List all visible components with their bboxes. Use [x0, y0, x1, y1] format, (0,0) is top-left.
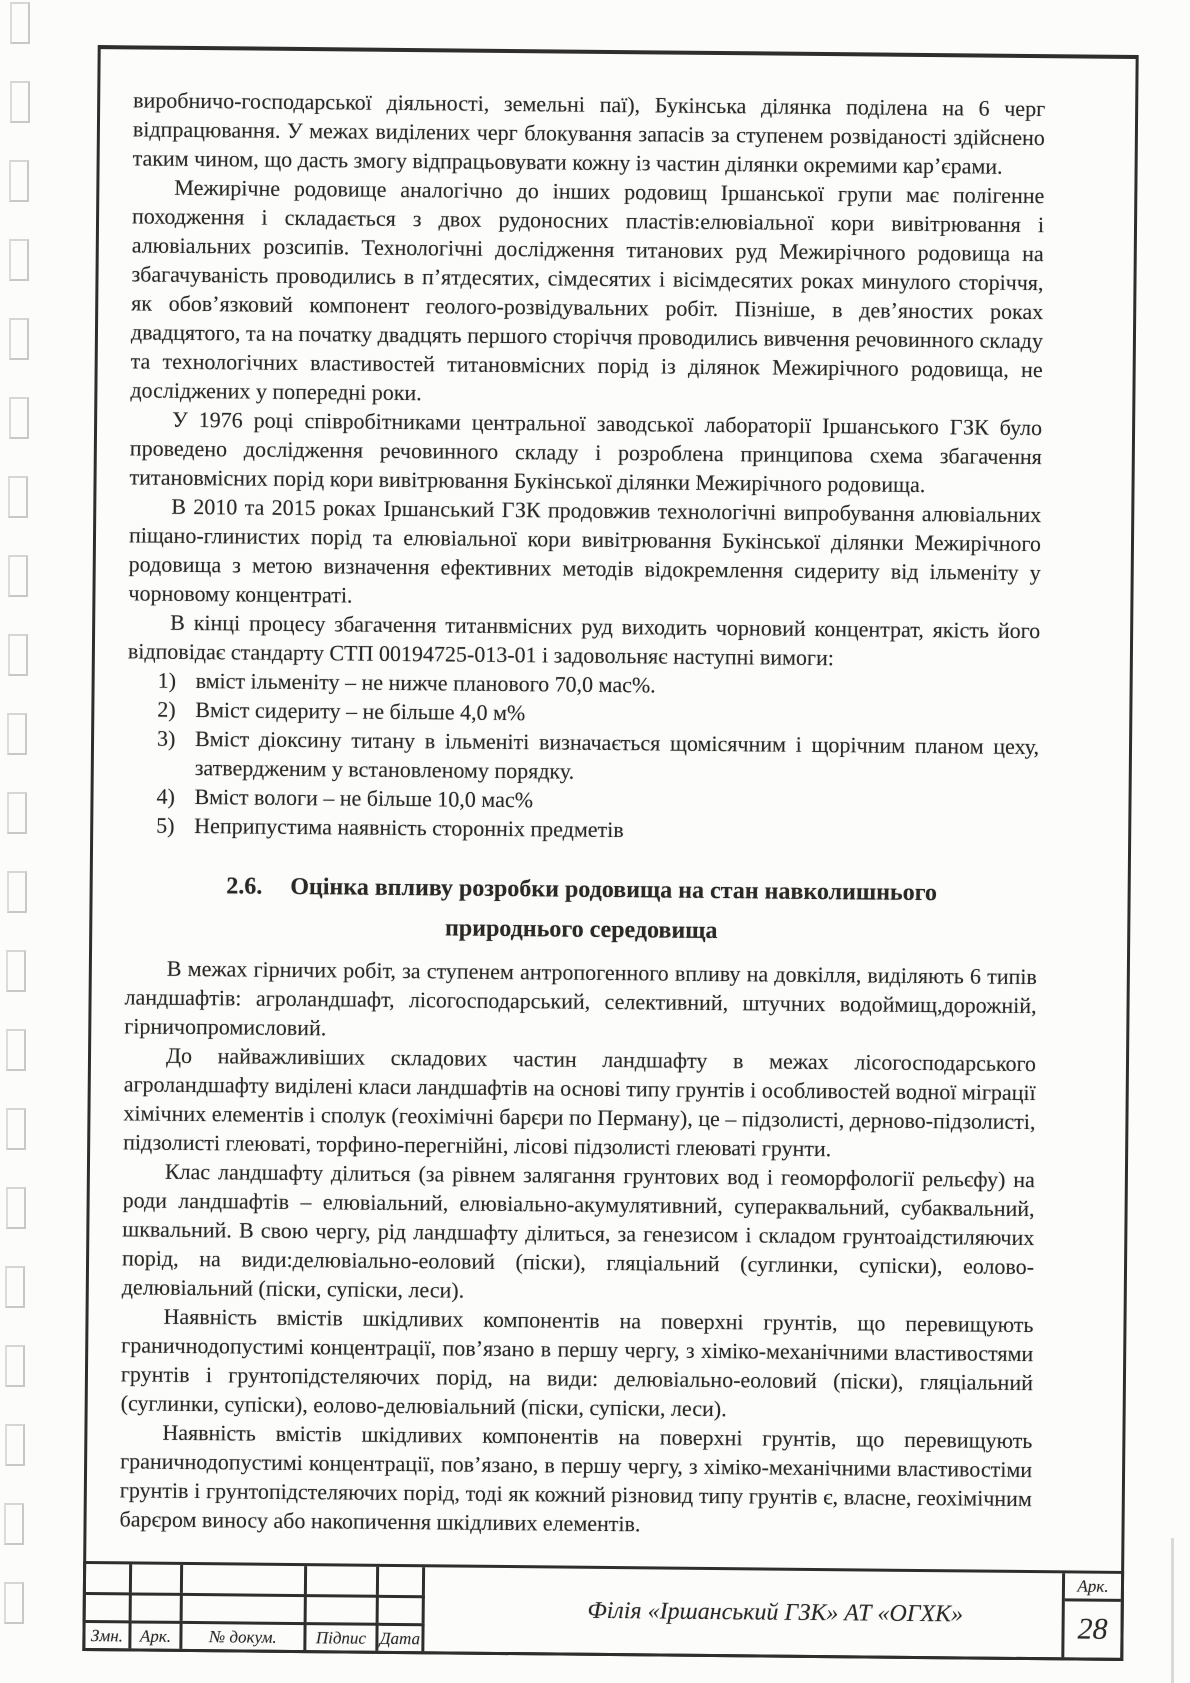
paragraph: Наявність вмістів шкідливих компонентів на поверхні грунтів, що перевищують граничнодопустимі концентрації, пов’язано, в першу чергу, з хіміко-механічними властивостіми грунтів і грунтопідстеляючих порід, тоді як кожний різновид типу грунтів є, власне, геохімічним барєром виносу або накопичення шкідливих елементів.	[119, 1419, 1033, 1537]
requirements-list	[126, 665, 1040, 848]
stamp-label-0: Змн.	[85, 1620, 131, 1648]
stamp-empty-cell	[379, 1567, 425, 1595]
stamp-empty-cell	[183, 1565, 307, 1594]
binding-mark-icon	[6, 950, 26, 992]
binding-mark-icon	[9, 239, 29, 281]
stamp-empty-cell	[183, 1593, 307, 1622]
paragraph: Наявність вмістів шкідливих компонентів на поверхні грунтів, що перевищують граничнодопустимі концентрації, пов’язано в першу чергу, з хіміко-механічними властивостями грунтів і грунтопідстеляючих порід, на види: делювіально-еоловий (піски), гляціальний (суглинки, супіски), еолово-делювіальний (піски, супіски, леси).	[120, 1303, 1034, 1422]
sheet-number: 28	[1077, 1612, 1108, 1646]
binding-mark-icon	[5, 1266, 25, 1308]
binding-mark-icon	[4, 1582, 24, 1624]
binding-mark-icon	[5, 1424, 25, 1466]
binding-mark-icon	[8, 555, 28, 597]
binding-mark-icon	[4, 1503, 24, 1545]
binding-mark-icon	[7, 871, 27, 913]
binding-mark-icon	[10, 81, 30, 123]
section-title-line1: Оцінка впливу розробки родовища на стан навколишнього	[290, 873, 938, 907]
scan-artifact-line	[1171, 1538, 1174, 1683]
paragraphs-top	[128, 85, 1046, 674]
binding-mark-icon	[6, 1187, 26, 1229]
paragraph: До найважливіших складових частин ландшафту в межах лісогосподарського агроландшафту виділені класи ландшафтів на основі типу грунтів і особливостей водної міграції хімічних елементів і сполук (геохімічні барєри по Перману), це – підзолисті, дерново-підзолисті, підзолисті глеюваті, торфино-перегнійні, лісові підзолисті глеюваті грунти.	[123, 1042, 1037, 1162]
list-item	[127, 723, 1040, 790]
paragraph: В 2010 та 2015 роках Іршанський ГЗК продовжив технологічні випробування алювіальних піщано-глинистих порід та елювіальної кори вивітрювання Букінської ділянки Межирічного родовища з метою визначення ефективних методів відокремлення сидериту від ільменіту у чорновому концентраті.	[128, 493, 1042, 608]
list-item-marker: 5)	[156, 812, 175, 838]
list-item-text: вміст ільменіту – не нижче планового 70,0 мас%.	[195, 668, 656, 698]
section-heading	[125, 865, 1038, 954]
stamp-empty-cell	[132, 1592, 183, 1620]
list-item-marker: 1)	[157, 667, 177, 693]
list-item-text: Вміст сидериту – не більше 4,0 м%	[195, 697, 526, 726]
organization-title: Філія «Іршанський ГЗК» АТ «ОГХК»	[424, 1567, 1065, 1657]
paragraph: В межах гірничих робіт, за ступенем антропогенного впливу на довкілля, виділяють 6 типів ландшафтів: агроландшафт, лісогосподарський, селективний, штучних водоймищ,дорожній, гірничопромисловий.	[124, 955, 1037, 1041]
list-item-text: Вміст вологи – не більше 10,0 мас%	[194, 784, 534, 813]
binding-mark-icon	[10, 2, 30, 44]
stamp-label-4: Дата	[378, 1623, 424, 1651]
paragraph: У 1976 році співробітниками центральної заводської лабораторії Іршанського ГЗК було проведено дослідження речовинного складу і розроблена принципова схема збагачення титановмісних порід кори вивітрювання Букінської ділянки Межирічного родовища.	[129, 406, 1043, 498]
title-block	[82, 1561, 1124, 1661]
stamp-empty-cell	[86, 1564, 132, 1592]
stamp-empty-cell	[307, 1566, 379, 1595]
binding-mark-icon	[9, 318, 29, 360]
document-body	[86, 49, 1135, 1570]
stamp-label-3: Підпис	[306, 1622, 378, 1651]
stamp-label-1: Арк.	[131, 1620, 182, 1648]
document-frame	[82, 45, 1138, 1661]
binding-mark-icon	[8, 476, 28, 518]
stamp-empty-cell	[132, 1564, 183, 1592]
stamp-empty-cell	[86, 1592, 132, 1620]
binding-mark-icon	[7, 713, 27, 755]
paragraphs-bottom	[119, 953, 1037, 1542]
list-item-marker: 3)	[156, 725, 176, 751]
paragraph: Межирічне родовище аналогічно до інших родовищ Іршанської групи має полігенне походження і складається з двох рудоносних пластів:елювіальної кори вивітрювання і алювіальних розсипів. Технологічні дослідження титанових руд Межирічного родовища на збагачуваність проводились в п’ятдесятих, сімдесятих і вісімдесятих роках минулого сторіччя, як обов’язковий компонент геолого-розвідувальних робіт. Пізніше, в дев’яностих роках двадцятого, та на початку двадцять першого сторіччя проводились вивчення речовинного складу та технологічних властивостей титановмісних порід із ділянок Межирічного родовища, не досліджених у попередні роки.	[130, 174, 1045, 406]
binding-mark-icon	[6, 1108, 26, 1150]
binding-mark-icon	[9, 160, 29, 202]
stamp-label-2: № докум.	[182, 1621, 306, 1650]
list-item-marker: 4)	[156, 783, 175, 809]
paragraph: В кінці процесу збагачення титанвмісних руд виходить чорновий концентрат, якість його відповідає стандарту СТП 00194725-013-01 і задовольняє наступні вимоги:	[127, 609, 1041, 671]
binding-mark-icon	[8, 634, 28, 676]
paragraph: Клас ландшафту ділиться (за рівнем залягання грунтових вод і геоморфології рельєфу) на роди ландшафтів – елювіальний, елювіально-акумулятивний, супераквальний, субаквальний, шквальний. В свою чергу, рід ландшафту ділиться, за генезисом і складом грунтоаідстиляючих порід, на види:делювіально-еоловий (піски), гляціальний (суглинки, супіски), еолово-делювіальний (піски, супіски, леси).	[121, 1158, 1036, 1303]
binding-mark-icon	[5, 1345, 25, 1387]
binding-mark-icon	[9, 397, 29, 439]
list-item-marker: 2)	[157, 696, 176, 722]
paragraph: виробничо-господарської діяльності, земельні паї), Букінська ділянка поділена на 6 черг відпрацювання. У межах виділених черг блокування запасів за ступенем розвіданості здійснено таким чином, що дасть змогу відпрацьовувати кожну із частин ділянки окремими кар’єрами.	[132, 87, 1046, 179]
section-title-line2: природнього середовища	[444, 915, 718, 945]
sheet-label: Арк.	[1065, 1573, 1121, 1602]
binding-mark-icon	[7, 792, 27, 834]
stamp-empty-cell	[307, 1594, 379, 1623]
section-number: 2.6.	[226, 873, 263, 900]
list-item-text: Неприпустима наявність сторонніх предметів	[194, 813, 624, 843]
list-item-text: Вміст діоксину титану в ільменіті визначається щомісячним і щорічним планом цеху, затвердженим у встановленому порядку.	[194, 726, 1040, 784]
stamp-empty-cell	[379, 1595, 425, 1623]
binding-mark-icon	[6, 1029, 26, 1071]
